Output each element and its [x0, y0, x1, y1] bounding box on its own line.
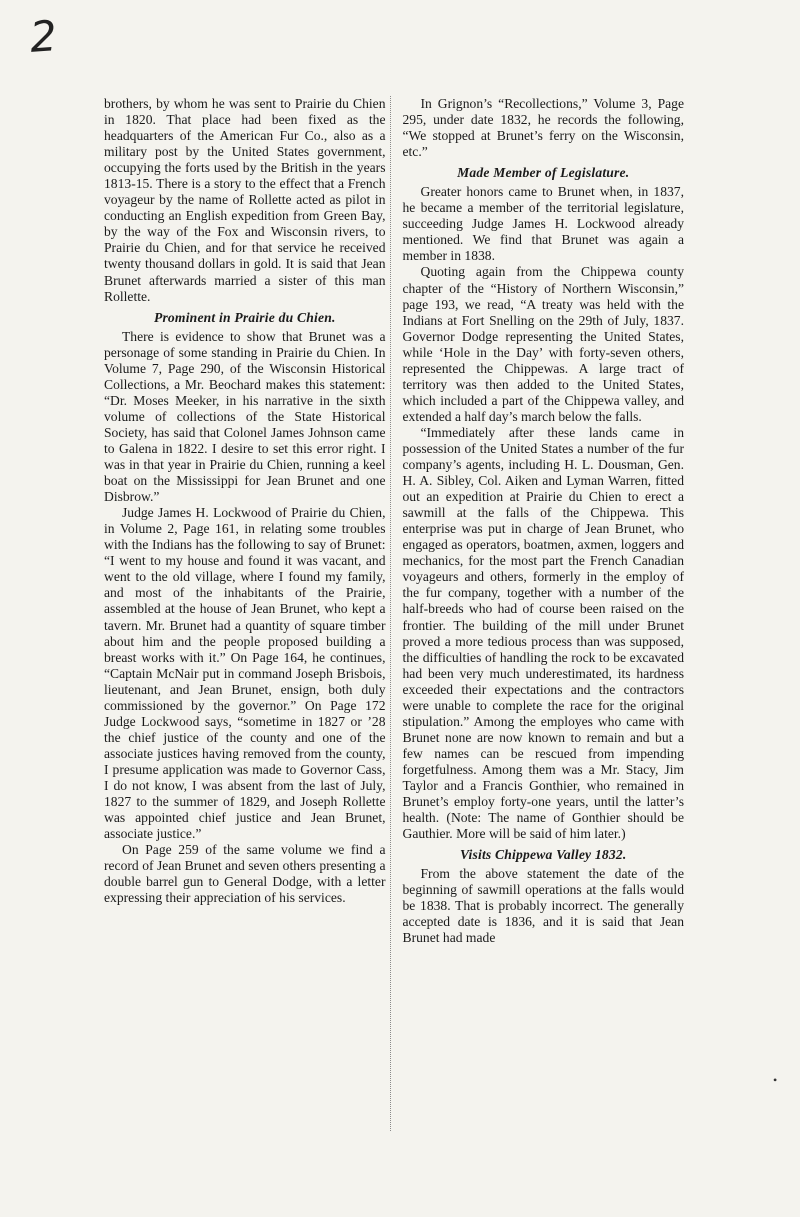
section-heading: Prominent in Prairie du Chien. [153, 309, 336, 325]
section-heading: Made Member of Legislature. [457, 165, 630, 181]
paragraph: From the above statement the date of the beginning of sawmill operations at the falls would be 1838. That is probably incorrect. The generally accepted date is 1836, and it is said that Jean Brunet had made [402, 866, 684, 946]
paragraph: In Grignon’s “Recollections,” Volume 3, Page 295, under date 1832, he records the following, “We stopped at Brunet’s ferry on the Wisconsin, etc.” [402, 96, 684, 160]
margin-mark: • [773, 1073, 778, 1087]
paragraph: Greater honors came to Brunet when, in 1837, he became a member of the territorial legislature, succeeding Judge James H. Lockwood already mentioned. We find that Brunet was again a member in 1838. [402, 184, 684, 264]
paragraph: There is evidence to show that Brunet was a personage of some standing in Prairie du Chien. In Volume 7, Page 290, of the Wisconsin Historical Collections, a Mr. Beochard makes this statement: “Dr. Moses Meeker, in his narrative in the sixth volume of collections of the State Historical Society, has said that Colonel James Johnson came to Galena in 1822. I desire to set this error right. I was in that year in Prairie du Chien, running a keel boat on the Mississippi for Jean Brunet and one Disbrow.” [104, 328, 386, 505]
paragraph: On Page 259 of the same volume we find a record of Jean Brunet and seven others presenting a double barrel gun to General Dodge, with a letter expressing their appreciation of his services. [104, 842, 386, 906]
section-heading: Visits Chippewa Valley 1832. [460, 847, 627, 863]
article-body [104, 96, 684, 1131]
right-column [403, 96, 685, 1131]
paragraph: brothers, by whom he was sent to Prairie du Chien in 1820. That place had been fixed as the headquarters of the American Fur Co., also as a military post by the United States government, occupying the forts used by the British in the years 1813-15. There is a story to the effect that a French voyageur by the name of Rollette acted as pilot in conducting an English expedition from Green Bay, by the way of the Fox and Wisconsin rivers, to Prairie du Chien, and for that service he received twenty thousand dollars in gold. It is said that Jean Brunet afterwards married a sister of this man Rollette. [104, 96, 386, 304]
left-column [104, 96, 391, 1131]
paragraph: Quoting again from the Chippewa county chapter of the “History of Northern Wisconsin,” page 193, we read, “A treaty was held with the Indians at Fort Snelling on the 29th of July, 1837. Governor Dodge representing the United States, while ‘Hole in the Day’ with forty-seven others, represented the Chippewas. A large tract of territory was then added to the United States, which included a part of the Chippewa valley, and extended a half day’s march below the falls. [402, 264, 684, 424]
paragraph: Judge James H. Lockwood of Prairie du Chien, in Volume 2, Page 161, in relating some troubles with the Indians has the following to say of Brunet: “I went to my house and found it was vacant, and went to the old village, where I found my family, and most of the inhabitants of the Prairie, assembled at the house of Jean Brunet, who kept a tavern. Mr. Brunet had a quantity of square timber about him and the people proposed building a breast works with it.” On Page 164, he continues, “Captain McNair put in command Joseph Brisbois, lieutenant, and Jean Brunet, ensign, both duly commissioned by the governor.” On Page 172 Judge Lockwood says, “sometime in 1827 or ’28 the chief justice of the county and one of the associate justices having removed from the county, I presume application was made to Governor Cass, I do not know, I was absent from the last of July, 1827 to the summer of 1829, and Joseph Rollette was appointed chief justice and Jean Brunet, associate justice.” [104, 505, 386, 842]
paragraph: “Immediately after these lands came in possession of the United States a number of the fur company’s agents, including H. L. Dousman, Gen. H. A. Sibley, Col. Aiken and Lyman Warren, fitted out an expedition at Prairie du Chien to erect a sawmill at the falls of the Chippewa. This enterprise was put in charge of Jean Brunet, who engaged as operators, boatmen, axmen, loggers and mechanics, for the most part the French Canadian voyageurs and others, formerly in the employ of the fur company, together with a number of the half-breeds who had of course been raised on the frontier. The building of the mill under Brunet proved a more tedious process than was supposed, the difficulties of handling the rock to be excavated had been very much underestimated, its hardness exceeded their expectations and the contractors were unable to complete the race for the original stipulation.” Among the employes who came with Brunet none are now known to remain and but a few names can be rescued from impending forgetfulness. Among them was a Mr. Stacy, Jim Taylor and a Francis Gonthier, who remained in Brunet’s employ forty-one years, until the latter’s health. (Note: The name of Gonthier should be Gauthier. More will be said of him later.) [402, 424, 684, 842]
page-number: 2 [28, 11, 59, 62]
